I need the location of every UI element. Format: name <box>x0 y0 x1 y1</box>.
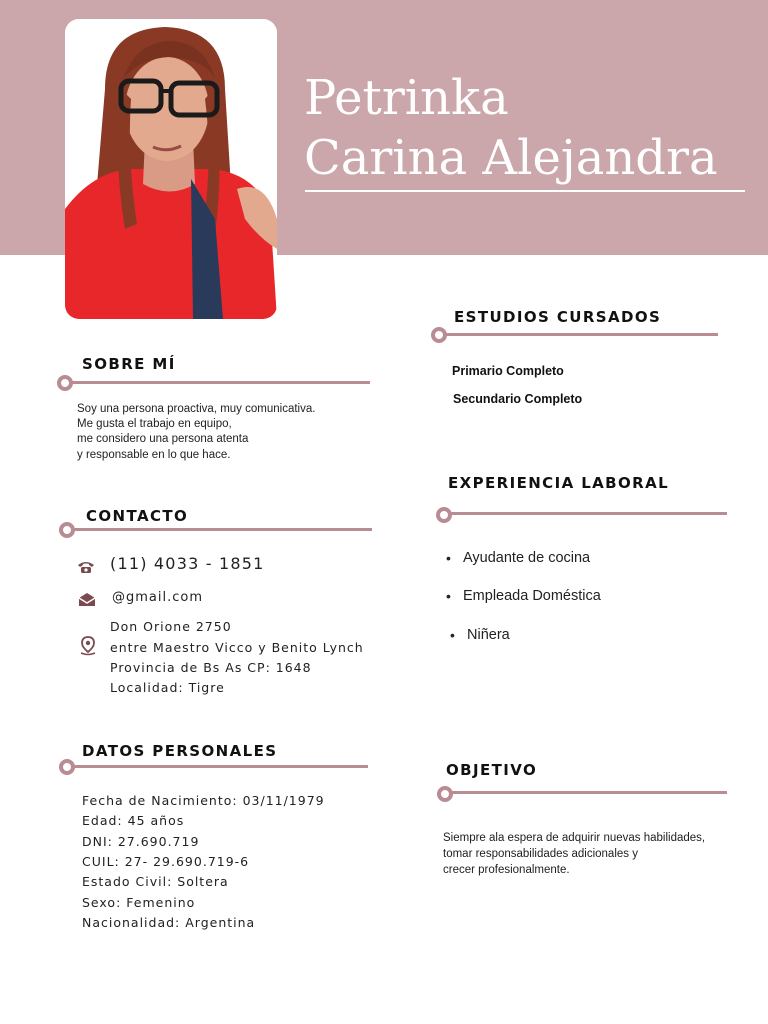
phone-number[interactable]: (11) 4033 - 1851 <box>110 554 265 573</box>
objetivo-line-3: crecer profesionalmente. <box>443 864 570 876</box>
experiencia-title: EXPERIENCIA LABORAL <box>448 474 670 492</box>
sobre-mi-line-3: me considero una persona atenta <box>77 433 249 445</box>
estudios-title: ESTUDIOS CURSADOS <box>454 308 662 326</box>
estudio-item: Secundario Completo <box>453 392 583 406</box>
contacto-dot-icon <box>59 522 75 538</box>
sobre-mi-line-1: Soy una persona proactiva, muy comunicativa. <box>77 403 316 415</box>
objetivo-line-1: Siempre ala espera de adquirir nuevas habilidades, <box>443 832 706 844</box>
address-line-1: Don Orione 2750 <box>110 619 232 634</box>
sobre-mi-divider <box>64 381 370 384</box>
address-line-2: entre Maestro Vicco y Benito Lynch <box>110 640 364 655</box>
datos-personales-divider <box>66 765 368 768</box>
experiencia-item: • Niñera <box>467 627 510 643</box>
estudios-divider <box>440 333 718 336</box>
full-name: Carina Alejandra <box>304 130 718 186</box>
location-pin-icon <box>78 636 98 656</box>
objetivo-line-2: tomar responsabilidades adicionales y <box>443 848 638 860</box>
sobre-mi-dot-icon <box>57 375 73 391</box>
experiencia-divider <box>444 512 727 515</box>
objetivo-title: OBJETIVO <box>446 761 538 779</box>
sobre-mi-line-4: y responsable en lo que hace. <box>77 449 231 461</box>
email-address[interactable]: @gmail.com <box>112 590 204 605</box>
objetivo-divider <box>444 791 727 794</box>
sobre-mi-title: SOBRE MÍ <box>82 355 176 373</box>
experiencia-item: • Ayudante de cocina <box>463 550 590 566</box>
personal-civil-status: Estado Civil: Soltera <box>82 874 229 889</box>
name-divider <box>305 190 745 192</box>
address-line-4: Localidad: Tigre <box>110 680 225 695</box>
sobre-mi-line-2: Me gusta el trabajo en equipo, <box>77 418 232 430</box>
personal-age: Edad: 45 años <box>82 813 185 828</box>
portrait-illustration <box>65 19 277 319</box>
address-line-3: Provincia de Bs As CP: 1648 <box>110 660 312 675</box>
personal-sex: Sexo: Femenino <box>82 895 196 910</box>
estudio-item: Primario Completo <box>452 364 564 378</box>
experiencia-dot-icon <box>436 507 452 523</box>
contacto-title: CONTACTO <box>86 507 189 525</box>
profile-photo <box>65 19 277 319</box>
personal-dni: DNI: 27.690.719 <box>82 834 200 849</box>
personal-cuil: CUIL: 27- 29.690.719-6 <box>82 854 250 869</box>
contacto-divider <box>66 528 372 531</box>
envelope-icon <box>77 590 97 610</box>
estudios-dot-icon <box>431 327 447 343</box>
datos-personales-title: DATOS PERSONALES <box>82 742 278 760</box>
personal-nationality: Nacionalidad: Argentina <box>82 915 256 930</box>
first-name: Petrinka <box>304 70 509 126</box>
personal-birthdate: Fecha de Nacimiento: 03/11/1979 <box>82 793 325 808</box>
experiencia-item: • Empleada Doméstica <box>463 588 601 604</box>
phone-icon <box>76 557 96 577</box>
datos-personales-dot-icon <box>59 759 75 775</box>
objetivo-dot-icon <box>437 786 453 802</box>
